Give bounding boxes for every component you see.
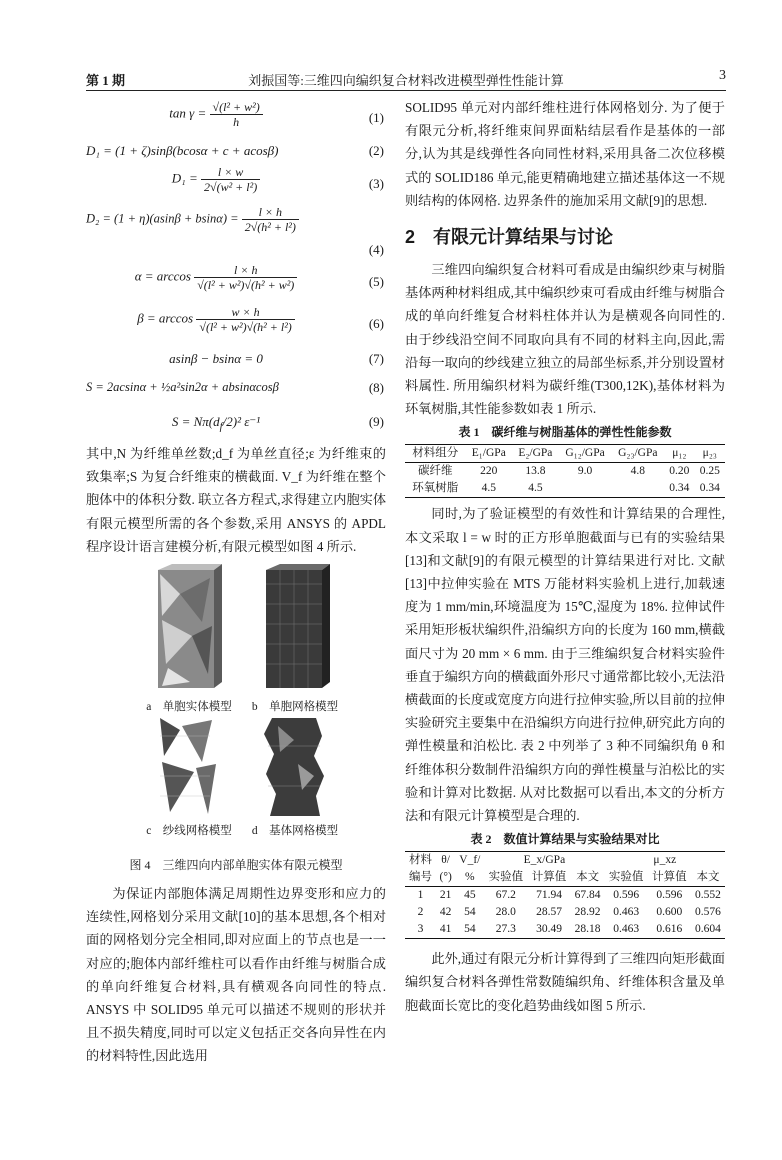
running-title: 刘振国等:三维四向编织复合材料改进模型弹性性能计算 (248, 73, 564, 88)
paragraph: 此外,通过有限元分析计算得到了三维四向矩形截面编织复合材料各弹性常数随编织角、纤维体积含量及单胞截面长宽比的变化趋势曲线如图 5 所示. (405, 951, 725, 1013)
yarn-mesh-model-image (150, 716, 222, 818)
table-cell: 0.34 (669, 482, 690, 495)
table-cell: 0.463 (613, 923, 640, 936)
table-cell: 71.94 (536, 889, 562, 902)
table-row (405, 921, 725, 939)
table-header-cell: μ₁₂ (672, 447, 687, 460)
header-rule (86, 90, 726, 91)
equation-3: D₁ = $\frac{l \times w}{\text{2√(w² + l²)}}$ (3) (171, 165, 384, 194)
table-header-cell: G₂₃/GPa (618, 447, 658, 460)
table-cell: 9.0 (577, 465, 593, 478)
table-header-row (405, 869, 725, 887)
table-header-row (405, 852, 725, 870)
paragraph: 其中,N 为纤维单丝数;d_f 为单丝直径;ε 为纤维束的致集率;S 为复合纤维束的横截面. V_f 为纤维在整个胞体中的体积分数. 联立各方程式,求得建立内胞实体有限元模型所需的各个参数,采用 ANSYS 的 APDL 程序设计语言建模分析,有限元模型如图 4 所示. (86, 446, 387, 554)
table-header-cell: 实验值 (608, 871, 644, 884)
table-cell: 28.18 (574, 923, 601, 936)
table-header-cell: V_f/ (459, 854, 481, 867)
table-2-caption: 表 2 数值计算结果与实验结果对比 (470, 832, 660, 847)
table-1-caption: 表 1 碳纤维与树脂基体的弹性性能参数 (458, 425, 672, 440)
table-header-cell: μ₂₃ (702, 447, 717, 460)
paragraph: 为保证内部胞体满足周期性边界变形和应力的连续性,网格划分采用文献[10]的基本思想,各个相对面的网格划分完全相同,即对应面上的节点也是一一对应的;胞体内部纤维柱可以看作由纤维与树脂合成的单向纤维复合材料,具有横观各向同性的特点. ANSYS 中 SOLID95 单元可以描述不规则的形状并且不损失精度,同时可以定义包括正交各向异性在内的材料特性,因此选用 (86, 886, 386, 1064)
right-column (405, 96, 725, 1017)
table-cell: 1 (417, 889, 424, 902)
table-1 (405, 444, 725, 498)
table-header-cell: G₁₂/GPa (565, 447, 605, 460)
table-cell: 41 (439, 923, 452, 936)
running-header (86, 66, 726, 88)
table-cell: 0.604 (695, 923, 721, 936)
table-cell: 28.92 (574, 906, 601, 919)
equation-number: (7) (368, 351, 384, 366)
table-cell: 13.8 (525, 465, 546, 478)
equation-6: β = arccos $\frac{w \times h}{\text{√(l² + w²)√(h² + l²)}}$ (6) (137, 305, 384, 334)
table-cell: 67.2 (495, 889, 516, 902)
figure-4 (86, 564, 386, 854)
table-cell (559, 480, 612, 498)
table-row (405, 904, 725, 921)
table-header-cell: 材料组分 (412, 447, 459, 460)
table-row (405, 887, 725, 905)
table-cell: 4.5 (528, 482, 543, 495)
table-row (405, 480, 725, 498)
table-cell: 21 (439, 889, 452, 902)
table-header-cell: 计算值 (652, 871, 687, 884)
equation-number: (5) (368, 274, 384, 289)
table-cell: 0.463 (613, 906, 640, 919)
page-number: 3 (719, 68, 726, 83)
table-cell: 42 (439, 906, 452, 919)
table-cell: 0.616 (656, 923, 683, 936)
table-header-cell: μ_xz (653, 854, 677, 867)
equation-4: D₂ = (1 + η)(asinβ + bsinα) = $\frac{l \times h}{\text{2√(h² + l²)}}$ (4) (86, 202, 386, 260)
table-2 (405, 851, 725, 939)
table-cell: 45 (464, 889, 476, 902)
table-cell: 碳纤维 (418, 465, 453, 478)
table-cell: 27.3 (495, 923, 516, 936)
table-header-cell: 计算值 (531, 871, 567, 884)
table-cell (611, 480, 664, 498)
table-cell: 0.596 (613, 889, 640, 902)
table-header-cell: 实验值 (488, 871, 524, 884)
table-cell: 54 (464, 923, 476, 936)
table-cell: 67.84 (574, 889, 601, 902)
equation-9: $S = N\pi(d_f/2)^2$ ε⁻¹ (9) (86, 404, 386, 442)
table-header-cell: E₂/GPa (518, 447, 553, 460)
equation-5: α = arccos $\frac{l \times h}{\text{√(l² + w²)√(h² + w²)}}$ (5) (134, 263, 384, 292)
equation-number: (2) (368, 143, 384, 158)
table-cell: 0.576 (695, 906, 721, 919)
table-cell: 环氧树脂 (412, 482, 459, 495)
table-row (405, 463, 725, 481)
table-cell: 2 (417, 906, 424, 919)
table-cell: 0.20 (669, 465, 690, 478)
equation-7: asinβ − bsinα = 0 (7) (86, 344, 386, 370)
equation-number: (8) (368, 380, 384, 395)
left-column (86, 96, 386, 1068)
table-cell: 28.57 (536, 906, 562, 919)
table-header-cell: % (465, 871, 475, 884)
unit-cell-solid-model-image (150, 564, 222, 692)
table-cell: 0.34 (699, 482, 720, 495)
table-header-cell: (°) (439, 871, 452, 884)
paragraph: 同时,为了验证模型的有效性和计算结果的合理性,本文采取 l = w 时的正方形单胞截面与已有的实验结果[13]和文献[9]的有限元模型的计算结果进行对比. 文献[13]中拉伸实验在 MTS 万能材料实验机上进行,加载速度为 1 mm/min,环境温度为 15℃,湿度为 18%. 拉伸试件采用矩形板状编织件,沿编织方向的长度为 160 mm,横截面尺寸为 20 mm × 6 mm. 由于三维编织复合材料实验件垂直于编织方向的横截面外形尺寸通常都比较小,无法沿横截面的长度或宽度方向进行拉伸实验,所以目前的拉伸实验研究主要集中在沿编织方向进行拉伸,研究此方向的弹性模量和泊松比. 表 2 中列举了 3 种不同编织角 θ 和纤维体积分数制件沿编织方向的弹性模量与泊松比的实验和计算对比数据. 从对比数据可以看出,本文的分析方法和有限元计算模型是合理的. (405, 506, 725, 824)
table-cell: 0.596 (656, 889, 683, 902)
equation-1: tan γ = $\frac{\text{√(l² + w²)}}{h}$ (1) (169, 100, 384, 129)
figure-4-title: 图 4 三维四向内部单胞实体有限元模型 (129, 858, 343, 873)
unit-cell-mesh-model-image (258, 564, 330, 692)
paragraph: 三维四向编织复合材料可看成是由编织纱束与树脂基体两种材料组成,其中编织纱束可看成由纤维与树脂合成的单向纤维复合材料柱体并认为是横观各向同性的. 由于纱线沿空间不同取向具有不同的材料主向,因此,需沿每一取向的纱线建立独立的局部坐标系,并分别设置材料属性. 所用编织材料为碳纤维(T300,12K),基体材料为环氧树脂,其性能参数如表 1 所示. (405, 262, 725, 417)
equation-2: D₁ = (1 + ζ)sinβ(bcosα + c + acosβ) (2) (86, 136, 386, 162)
matrix-mesh-model-image (258, 716, 330, 818)
table-header-cell: θ/ (441, 854, 451, 867)
table-header-cell: 本文 (696, 871, 720, 884)
table-header-cell: 材料 (408, 854, 432, 867)
equation-number: (9) (368, 414, 384, 429)
table-cell: 4.8 (630, 465, 645, 478)
equation-number: (3) (368, 176, 384, 191)
table-cell: 30.49 (536, 923, 562, 936)
figure-caption-c: c 纱线网格模型 (146, 825, 232, 838)
figure-caption-d: d 基体网格模型 (251, 825, 339, 838)
table-cell: 3 (417, 923, 424, 936)
paragraph: SOLID95 单元对内部纤维柱进行体网格划分. 为了便于有限元分析,将纤维束间界面粘结层看作是基体的一部分,认为其是线弹性各向同性材料,采用具备二次位移模式的 SOLID186 单元,能更精确地建立描述基体这一不规则结构的体网格. 边界条件的施加采用文献[9]的思想. (405, 100, 725, 208)
equation-number: (1) (368, 110, 384, 125)
table-header-cell: 编号 (408, 871, 432, 884)
equation-number: (6) (368, 316, 384, 331)
table-header-row (405, 445, 725, 463)
table-cell: 0.552 (695, 889, 721, 902)
table-cell: 54 (464, 906, 476, 919)
section-heading: 2 有限元计算结果与讨论 (405, 227, 614, 248)
table-cell: 28.0 (495, 906, 516, 919)
table-header-cell: 本文 (576, 871, 600, 884)
table-header-cell: E_x/GPa (523, 854, 566, 867)
equation-8: S = 2acsinα + ½a²sin2α + absinαcosβ (8) (86, 370, 386, 404)
issue-label: 第 1 期 (86, 73, 126, 88)
table-header-cell: E₁/GPa (471, 447, 506, 460)
table-cell: 0.600 (656, 906, 683, 919)
figure-caption-b: b 单胞网格模型 (251, 701, 339, 714)
table-cell: 4.5 (481, 482, 496, 495)
figure-caption-a: a 单胞实体模型 (146, 701, 232, 714)
equation-number: (4) (368, 242, 384, 257)
table-cell: 0.25 (699, 465, 720, 478)
table-cell: 220 (480, 465, 498, 478)
